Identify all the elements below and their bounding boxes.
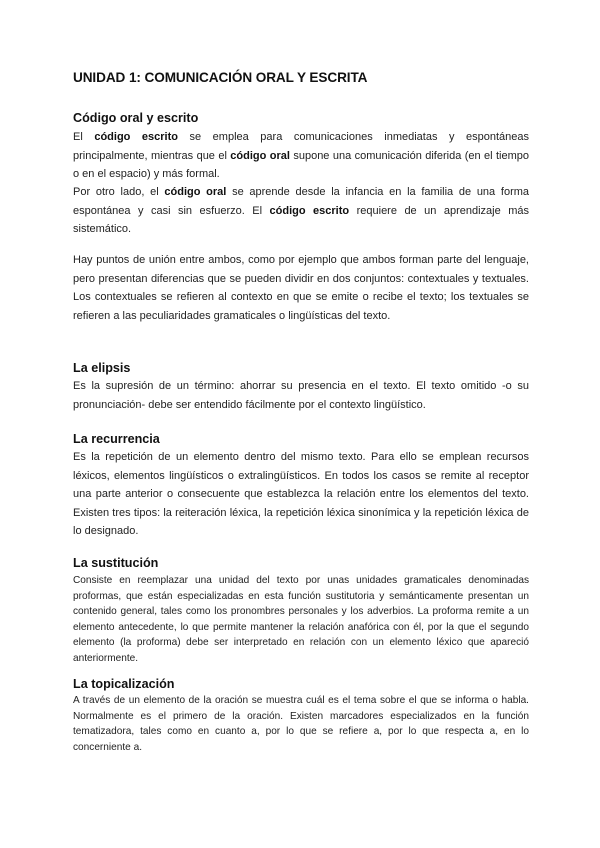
- section-heading-sustitucion: La sustitución: [73, 556, 159, 570]
- paragraph-sustitucion: Consiste en reemplazar una unidad del texto por unas unidades gramaticales denominadas proformas, que están especializadas en esta función sustitutoria y semánticamente presentan un contenido general, tales como los pronombres personales y los adverbios. La proforma remite a un elemento antecedente, lo que permite mantener la relación anafórica con él, por la que el segundo elemento (la proforma) debe ser interpretado en relación con un elemento léxico que apareció anteriormente.: [73, 575, 529, 664]
- section-heading-topicalizacion: La topicalización: [73, 677, 175, 691]
- paragraph-codigo-1: El código escrito se emplea para comunicaciones inmediatas y espontáneas principalmente, mientras que el código oral supone una comunicación diferida (en el tiempo o en el espacio) y más formal.: [73, 131, 530, 180]
- paragraph-elipsis: Es la supresión de un término: ahorrar su presencia en el texto. El texto omitido -o su pronunciación- debe ser entendido fácilmente por el contexto lingüístico.: [73, 380, 529, 411]
- paragraph-recurrencia: Es la repetición de un elemento dentro del mismo texto. Para ello se emplean recursos léxicos, elementos lingüísticos o extralingüísticos. En todos los casos se remite al receptor una parte anterior o consecuente que establezca la relación entre los elementos del texto. Existen tres tipos: la reiteración léxica, la repetición léxica sinonímica y la repetición léxica de lo designado.: [73, 451, 529, 537]
- section-heading-recurrencia: La recurrencia: [73, 432, 160, 446]
- paragraph-topicalizacion: A través de un elemento de la oración se muestra cuál es el tema sobre el que se informa o habla. Normalmente es el primero de la oración. Existen marcadores especializados en la función tematizadora, tales como en cuanto a, por lo que se refiere a, por lo que respecta a, en lo concerniente a.: [73, 695, 529, 753]
- paragraph-codigo-3: Hay puntos de unión entre ambos, como por ejemplo que ambos forman parte del lenguaje, pero presentan diferencias que se pueden dividir en dos conjuntos: contextuales y textuales. Los contextuales se refieren al contexto en que se emite o recibe el texto; los textuales se refieren a las peculiaridades gramaticales o lingüísticas del texto.: [73, 254, 529, 322]
- section-heading-elipsis: La elipsis: [73, 361, 131, 375]
- document-title: UNIDAD 1: COMUNICACIÓN ORAL Y ESCRITA: [73, 70, 368, 85]
- section-heading-codigo: Código oral y escrito: [73, 111, 199, 125]
- paragraph-codigo-2: Por otro lado, el código oral se aprende desde la infancia en la familia de una forma espontánea y casi sin esfuerzo. El código escrito requiere de un aprendizaje más sistemático.: [73, 186, 530, 235]
